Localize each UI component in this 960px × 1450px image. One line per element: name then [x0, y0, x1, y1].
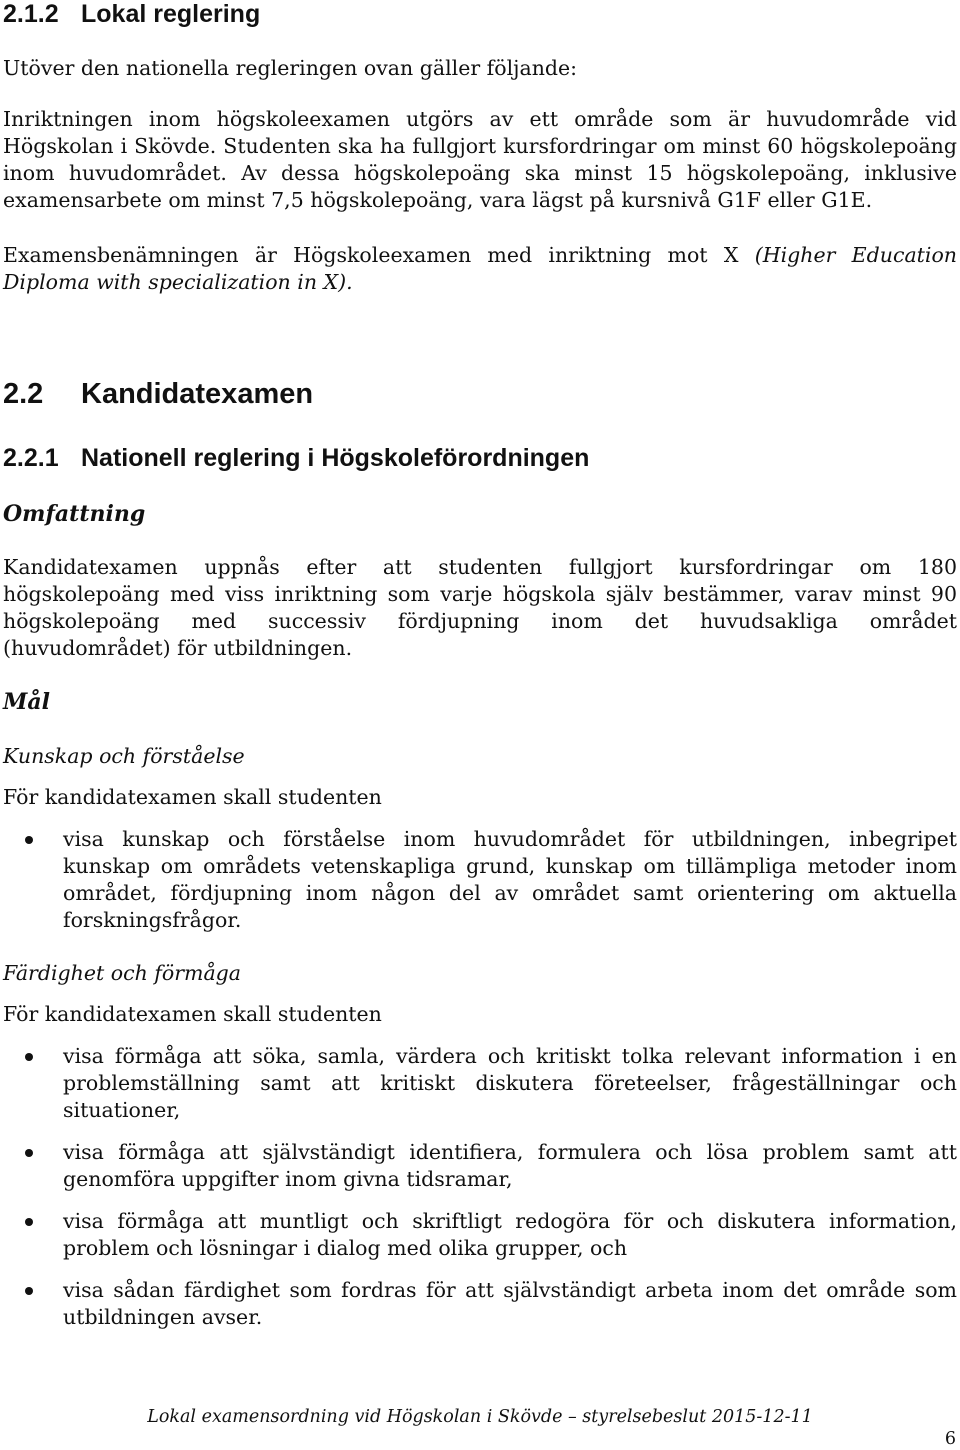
- paragraph-line: Inriktningen inom högskoleexamen utgörs av ett område som är huvudområde vid: [3, 107, 957, 131]
- section-number: 2.2.1: [3, 444, 59, 472]
- list-item-line: visa kunskap och förståelse inom huvudområdet för utbildningen, inbegripet: [63, 827, 957, 851]
- section-heading-2-2: [3, 378, 313, 410]
- paragraph-line: högskolepoäng med viss inriktning som varje högskola själv bestämmer, varav minst 90: [3, 582, 957, 606]
- bullet-icon: [25, 1287, 33, 1295]
- paragraph-line: inom huvudområdet. Av dessa högskolepoäng ska minst 15 högskolepoäng, inklusive: [3, 161, 957, 185]
- bullet-icon: [25, 1149, 33, 1157]
- list-item-line: situationer,: [63, 1098, 181, 1122]
- bullet-icon: [25, 1053, 33, 1061]
- section-title: Lokal reglering: [81, 0, 261, 28]
- list-item-text: [63, 1043, 957, 1124]
- paragraph-line: Kandidatexamen uppnås efter att studenten fullgjort kursfordringar om 180: [3, 555, 957, 579]
- section-number: 2.2: [3, 378, 44, 410]
- list-item-line: området, fördjupning inom någon del av området samt orientering om aktuella: [63, 881, 957, 905]
- subheading-kunskap: Kunskap och förståelse: [3, 744, 245, 768]
- paragraph-text: Examensbenämningen är Högskoleexamen med inriktning mot X: [3, 243, 755, 267]
- subheading-mal: Mål: [3, 689, 50, 715]
- section-number: 2.1.2: [3, 0, 59, 28]
- bullet-icon: [25, 1218, 33, 1226]
- paragraph-line: [3, 242, 957, 269]
- page-number: 6: [944, 1429, 956, 1449]
- section-heading-2-2-1: [3, 444, 589, 472]
- paragraph-line: högskolepoäng med successiv fördjupning inom det huvudsakliga området: [3, 609, 957, 633]
- list-item-line: visa förmåga att söka, samla, värdera och kritiskt tolka relevant information i en: [63, 1044, 957, 1068]
- list-item-line: visa sådan färdighet som fordras för att självständigt arbeta inom det område som: [63, 1278, 957, 1302]
- paragraph-line: Högskolan i Skövde. Studenten ska ha fullgjort kursfordringar om minst 60 högskolepoäng: [3, 134, 957, 158]
- list-item-line: genomföra uppgifter inom givna tidsramar,: [63, 1167, 513, 1191]
- section-title: Nationell reglering i Högskoleförordningen: [81, 444, 590, 472]
- english-title-part: (Higher Education: [754, 243, 957, 267]
- subheading-fardighet: Färdighet och förmåga: [3, 961, 242, 985]
- list-item-line: utbildningen avser.: [63, 1305, 263, 1329]
- paragraph-omfattning: [3, 554, 957, 662]
- list-item-text: [63, 826, 957, 934]
- paragraph-line: (huvudområdet) för utbildningen.: [3, 636, 353, 660]
- english-title-part: Diploma with specialization in X).: [3, 270, 353, 294]
- list-item-line: kunskap om områdets vetenskapliga grund, kunskap om tillämpliga metoder inom: [63, 854, 957, 878]
- lead-fardighet: För kandidatexamen skall studenten: [3, 1002, 382, 1026]
- list-item-text: [63, 1139, 957, 1193]
- list-item-text: [63, 1277, 957, 1331]
- section-title: Kandidatexamen: [81, 378, 314, 410]
- section-heading-2-1-2: [3, 0, 260, 28]
- intro-paragraph: Utöver den nationella regleringen ovan gäller följande:: [3, 56, 578, 80]
- paragraph-examensbenamning: [3, 242, 957, 296]
- list-item-line: problem och lösningar i dialog med olika grupper, och: [63, 1236, 628, 1260]
- list-item-line: forskningsfrågor.: [63, 908, 242, 932]
- bullet-icon: [25, 836, 33, 844]
- paragraph-line: examensarbete om minst 7,5 högskolepoäng, vara lägst på kursnivå G1F eller G1E.: [3, 188, 873, 212]
- list-item-line: visa förmåga att muntligt och skriftligt redogöra för och diskutera information,: [63, 1209, 957, 1233]
- page-footer: Lokal examensordning vid Högskolan i Skövde – styrelsebeslut 2015-12-11: [147, 1407, 813, 1427]
- paragraph-line: [3, 269, 957, 296]
- list-item-line: visa förmåga att självständigt identifiera, formulera och lösa problem samt att: [63, 1140, 957, 1164]
- list-item-line: problemställning samt att kritiskt diskutera företeelser, frågeställningar och: [63, 1071, 957, 1095]
- list-item-text: [63, 1208, 957, 1262]
- lead-kunskap: För kandidatexamen skall studenten: [3, 785, 382, 809]
- paragraph-inriktning: [3, 106, 957, 214]
- subheading-omfattning: Omfattning: [3, 501, 146, 527]
